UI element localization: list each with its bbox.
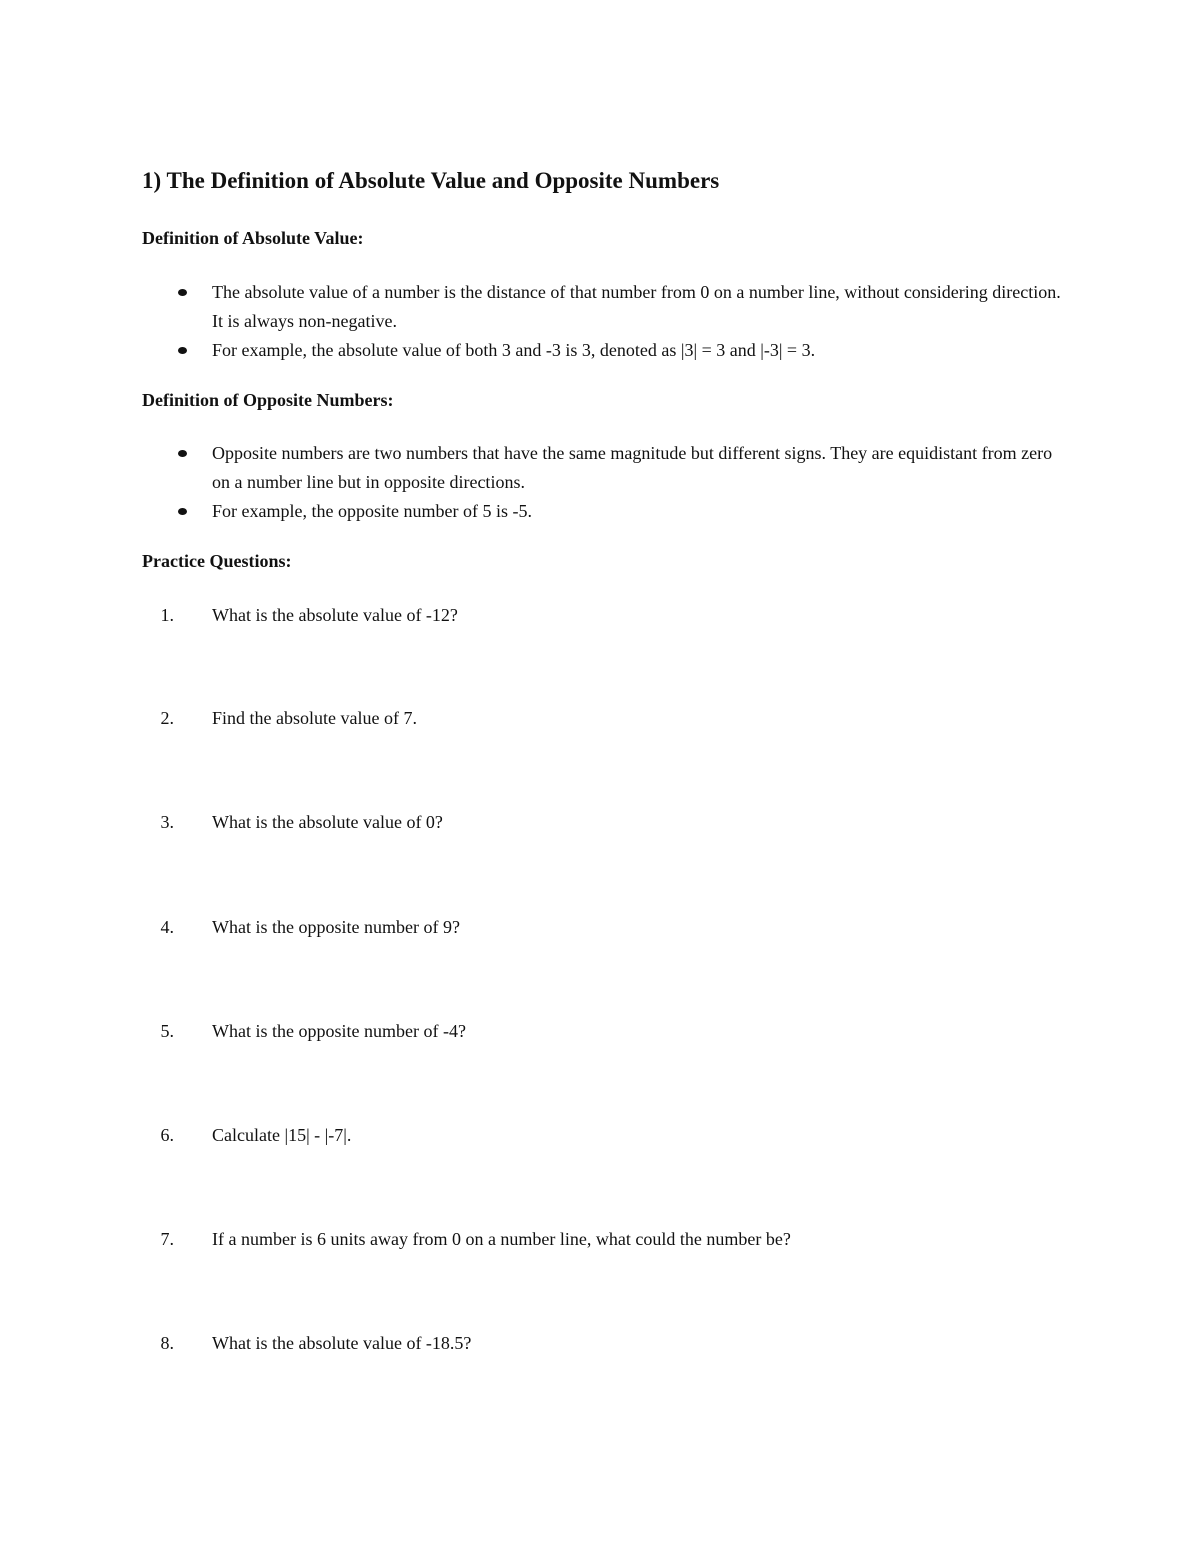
practice-questions-heading: Practice Questions: [142,551,292,571]
bullet-text: For example, the absolute value of both 3 and -3 is 3, denoted as |3| = 3 and |-3| = 3. [212,340,816,360]
question-text: What is the absolute value of 0? [212,812,443,832]
list-item [142,439,1062,497]
bullet-icon [178,347,187,354]
question-number: 4. [160,917,174,937]
page-title: 1) The Definition of Absolute Value and Opposite Numbers [142,168,720,193]
question-number: 5. [160,1021,174,1041]
list-item [142,336,1062,365]
question-text: Find the absolute value of 7. [212,708,417,728]
practice-question [142,601,1062,630]
absolute-value-bullet-list [142,278,1062,365]
practice-question [142,704,1062,733]
absolute-value-heading: Definition of Absolute Value: [142,228,364,248]
question-text: What is the absolute value of -12? [212,605,458,625]
practice-question [142,1121,1062,1150]
question-number: 1. [160,605,174,625]
question-text: What is the absolute value of -18.5? [212,1333,472,1353]
practice-question [142,1017,1062,1046]
question-text: What is the opposite number of 9? [212,917,460,937]
opposite-numbers-bullet-list [142,439,1062,526]
question-number: 2. [160,708,174,728]
practice-question [142,808,1062,837]
bullet-icon [178,450,187,457]
bullet-text: Opposite numbers are two numbers that have the same magnitude but different signs. They are equidistant from zero on a number line but in opposite directions. [212,443,1053,492]
practice-question [142,1225,1062,1254]
list-item [142,278,1062,336]
question-number: 6. [160,1125,174,1145]
question-text: Calculate |15| - |-7|. [212,1125,352,1145]
bullet-text: For example, the opposite number of 5 is -5. [212,501,532,521]
bullet-icon [178,508,187,515]
question-text: What is the opposite number of -4? [212,1021,466,1041]
question-number: 7. [160,1229,174,1249]
practice-question [142,913,1062,942]
practice-question [142,1329,1062,1358]
opposite-numbers-heading: Definition of Opposite Numbers: [142,390,394,410]
list-item [142,497,1062,526]
bullet-icon [178,289,187,296]
question-number: 8. [160,1333,174,1353]
question-text: If a number is 6 units away from 0 on a number line, what could the number be? [212,1229,791,1249]
question-number: 3. [160,812,174,832]
bullet-text: The absolute value of a number is the distance of that number from 0 on a number line, without considering direction. It is always non-negative. [212,282,1061,331]
